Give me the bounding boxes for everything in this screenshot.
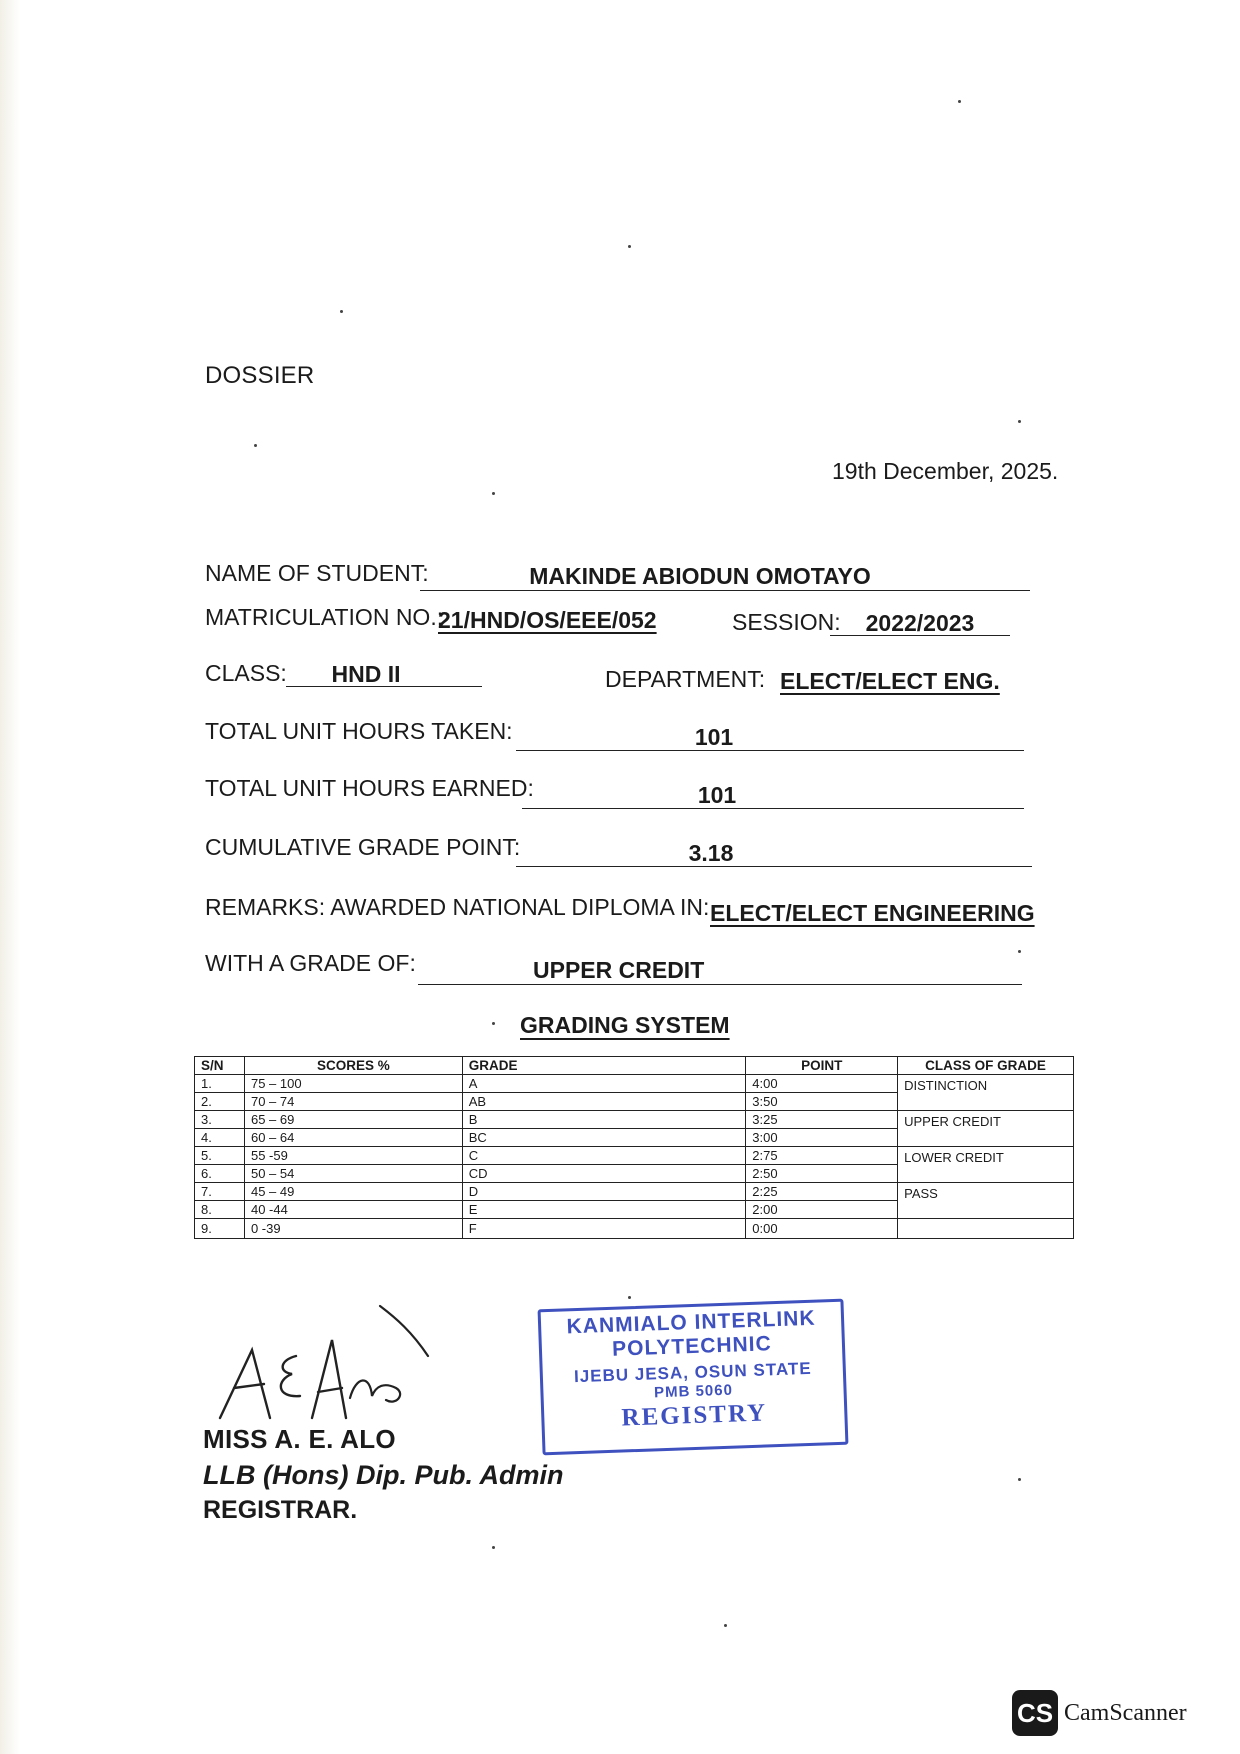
cell-score: 60 – 64 xyxy=(244,1129,462,1147)
cell-class-upper-credit: UPPER CREDIT xyxy=(898,1111,1074,1147)
hours-taken-value: 101 xyxy=(694,724,734,750)
cell-grade: AB xyxy=(462,1093,746,1111)
cell-point: 0:00 xyxy=(746,1219,898,1239)
scan-speck xyxy=(1018,950,1021,953)
scan-speck xyxy=(254,444,257,447)
hours-taken-label: TOTAL UNIT HOURS TAKEN: xyxy=(205,718,513,744)
cell-point: 3:00 xyxy=(746,1129,898,1147)
document-heading: DOSSIER xyxy=(205,362,315,389)
stamp-line-institution: KANMIALO INTERLINK xyxy=(566,1306,816,1339)
department-label: DEPARTMENT: xyxy=(605,666,766,692)
cell-sn: 7. xyxy=(195,1183,245,1201)
cell-score: 70 – 74 xyxy=(244,1093,462,1111)
scan-speck xyxy=(492,492,495,495)
cell-score: 55 -59 xyxy=(244,1147,462,1165)
cell-sn: 4. xyxy=(195,1129,245,1147)
column-header-point: POINT xyxy=(746,1057,898,1075)
cell-sn: 9. xyxy=(195,1219,245,1239)
scan-speck xyxy=(958,100,961,103)
scan-edge-shadow xyxy=(0,0,20,1754)
scan-speck xyxy=(628,1296,631,1299)
session-label: SESSION: xyxy=(732,609,841,635)
table-row xyxy=(195,1111,1074,1129)
scan-speck xyxy=(724,1624,727,1627)
cell-class-pass: PASS xyxy=(898,1183,1074,1219)
cell-point: 2:75 xyxy=(746,1147,898,1165)
name-value: MAKINDE ABIODUN OMOTAYO xyxy=(529,563,871,589)
cell-score: 50 – 54 xyxy=(244,1165,462,1183)
scan-speck xyxy=(1018,420,1021,423)
grade-label: WITH A GRADE OF: xyxy=(205,950,416,976)
cell-grade: F xyxy=(462,1219,746,1239)
session-value: 2022/2023 xyxy=(865,610,975,636)
cell-score: 65 – 69 xyxy=(244,1111,462,1129)
cell-grade: B xyxy=(462,1111,746,1129)
cell-grade: A xyxy=(462,1075,746,1093)
cell-point: 4:00 xyxy=(746,1075,898,1093)
signatory-role: REGISTRAR. xyxy=(203,1496,358,1524)
cell-sn: 6. xyxy=(195,1165,245,1183)
cell-score: 45 – 49 xyxy=(244,1183,462,1201)
cell-point: 2:25 xyxy=(746,1183,898,1201)
remarks-value: ELECT/ELECT ENGINEERING xyxy=(710,900,1035,926)
cell-class-lower-credit: LOWER CREDIT xyxy=(898,1147,1074,1183)
cell-grade: C xyxy=(462,1147,746,1165)
table-row xyxy=(195,1147,1074,1165)
cell-sn: 3. xyxy=(195,1111,245,1129)
grade-underline xyxy=(418,956,1022,985)
column-header-grade: GRADE xyxy=(462,1057,746,1075)
cell-sn: 2. xyxy=(195,1093,245,1111)
document-date: 19th December, 2025. xyxy=(832,458,1059,484)
cgp-label: CUMULATIVE GRADE POINT: xyxy=(205,834,521,860)
signatory-qualification: LLB (Hons) Dip. Pub. Admin xyxy=(203,1460,564,1490)
class-label: CLASS: xyxy=(205,660,287,686)
column-header-class: CLASS OF GRADE xyxy=(898,1057,1074,1075)
stamp-line-polytechnic: POLYTECHNIC xyxy=(611,1332,773,1361)
cell-point: 2:50 xyxy=(746,1165,898,1183)
stamp-line-location: IJEBU JESA, OSUN STATE xyxy=(573,1358,812,1387)
name-label: NAME OF STUDENT: xyxy=(205,560,429,586)
cell-score: 40 -44 xyxy=(244,1201,462,1219)
matric-label: MATRICULATION NO.: xyxy=(205,604,444,630)
signatory-name: MISS A. E. ALO xyxy=(203,1424,396,1454)
cell-sn: 1. xyxy=(195,1075,245,1093)
scan-speck xyxy=(340,310,343,313)
cell-class-empty xyxy=(898,1219,1074,1239)
table-row xyxy=(195,1075,1074,1093)
department-value: ELECT/ELECT ENG. xyxy=(780,668,1000,694)
matric-value: 21/HND/OS/EEE/052 xyxy=(438,607,657,633)
column-header-sn: S/N xyxy=(195,1057,245,1075)
grading-system-title: GRADING SYSTEM xyxy=(520,1012,730,1038)
cell-point: 2:00 xyxy=(746,1201,898,1219)
class-value: HND II xyxy=(331,661,401,687)
cell-sn: 8. xyxy=(195,1201,245,1219)
cell-score: 0 -39 xyxy=(244,1219,462,1239)
table-header-row xyxy=(195,1057,1074,1075)
stamp-line-pmb: PMB 5060 xyxy=(653,1381,734,1402)
grading-table xyxy=(194,1056,1074,1239)
scan-speck xyxy=(492,1546,495,1549)
cell-point: 3:25 xyxy=(746,1111,898,1129)
cell-grade: D xyxy=(462,1183,746,1201)
cell-point: 3:50 xyxy=(746,1093,898,1111)
cell-class-distinction: DISTINCTION xyxy=(898,1075,1074,1111)
cell-grade: E xyxy=(462,1201,746,1219)
scan-speck xyxy=(1018,1478,1021,1481)
hours-earned-value: 101 xyxy=(697,782,737,808)
hours-earned-label: TOTAL UNIT HOURS EARNED: xyxy=(205,775,534,801)
camscanner-watermark: CamScanner xyxy=(1064,1700,1187,1726)
column-header-scores: SCORES % xyxy=(244,1057,462,1075)
registry-stamp xyxy=(538,1299,849,1456)
cgp-value: 3.18 xyxy=(688,840,734,866)
cell-grade: BC xyxy=(462,1129,746,1147)
scan-speck xyxy=(628,245,631,248)
grade-value: UPPER CREDIT xyxy=(533,957,705,983)
camscanner-logo-icon: CS xyxy=(1012,1690,1058,1736)
remarks-label: REMARKS: AWARDED NATIONAL DIPLOMA IN: xyxy=(205,894,710,920)
table-row xyxy=(195,1219,1074,1239)
cell-score: 75 – 100 xyxy=(244,1075,462,1093)
scan-speck xyxy=(492,1022,495,1025)
stamp-line-registry: REGISTRY xyxy=(621,1399,768,1432)
table-row xyxy=(195,1183,1074,1201)
handwritten-signature xyxy=(200,1300,440,1440)
cell-grade: CD xyxy=(462,1165,746,1183)
cell-sn: 5. xyxy=(195,1147,245,1165)
